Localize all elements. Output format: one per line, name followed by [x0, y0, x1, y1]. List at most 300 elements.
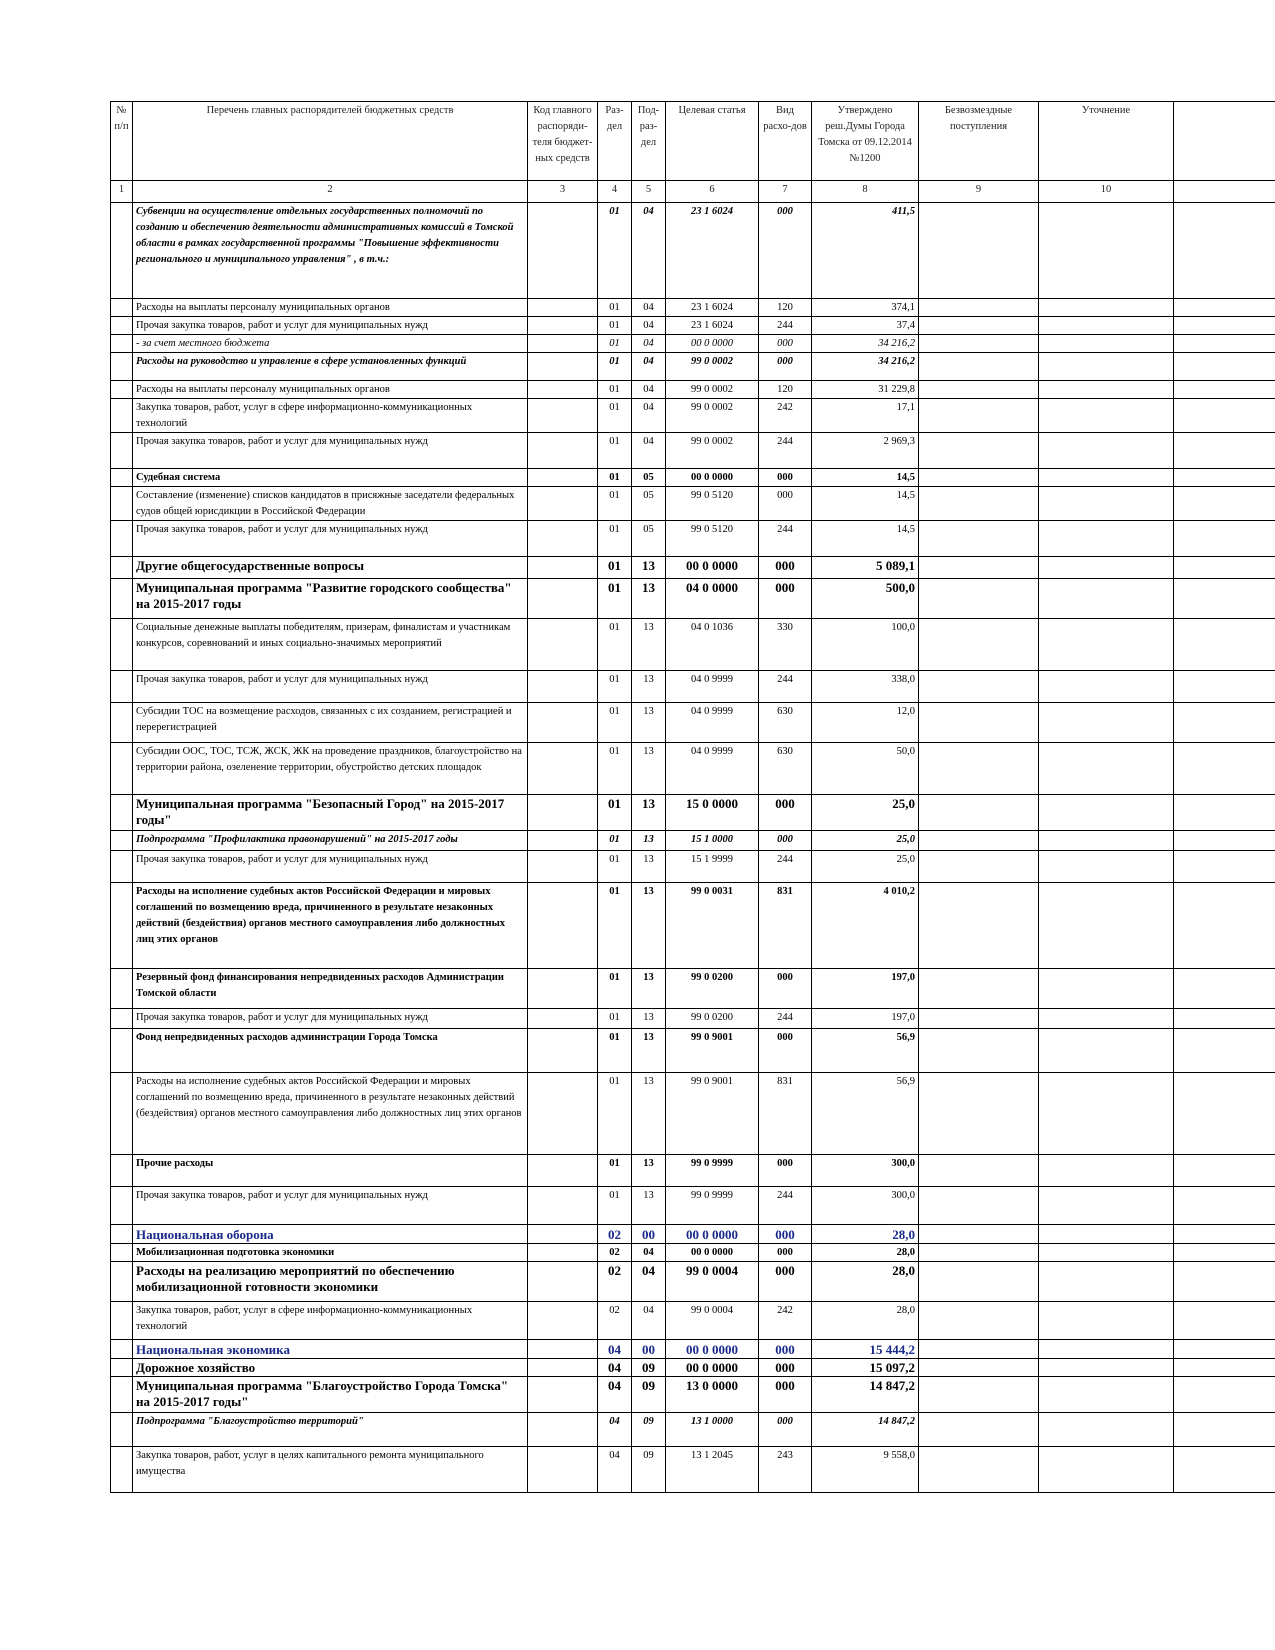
row-extra — [1174, 521, 1275, 557]
row-vid: 243 — [759, 1447, 812, 1493]
table-row — [111, 433, 1275, 469]
row-name: Расходы на руководство и управление в сфере установленных функций — [133, 353, 528, 381]
row-vid: 000 — [759, 469, 812, 487]
row-razdel: 01 — [598, 851, 632, 883]
row-vid: 000 — [759, 1359, 812, 1377]
row-razdel: 01 — [598, 743, 632, 795]
row-razdel: 04 — [598, 1447, 632, 1493]
table-row — [111, 969, 1275, 1009]
row-name: Муниципальная программа "Благоустройство Города Томска" на 2015-2017 годы" — [133, 1377, 528, 1413]
row-amount: 300,0 — [812, 1155, 919, 1187]
row-podrazdel: 00 — [632, 1340, 666, 1359]
row-target: 00 0 0000 — [666, 469, 759, 487]
row-target: 99 0 0031 — [666, 883, 759, 969]
row-name: Судебная система — [133, 469, 528, 487]
row-amount: 14,5 — [812, 469, 919, 487]
row-gratuitous — [919, 335, 1039, 353]
table-row — [111, 203, 1275, 299]
row-vid: 000 — [759, 353, 812, 381]
row-vid: 000 — [759, 1225, 812, 1244]
row-name: Закупка товаров, работ, услуг в сфере информационно-коммуникационных технологий — [133, 399, 528, 433]
row-extra — [1174, 1009, 1275, 1029]
row-podrazdel: 04 — [632, 1262, 666, 1302]
row-vid: 330 — [759, 619, 812, 671]
row-clarification — [1039, 557, 1174, 579]
row-amount: 14,5 — [812, 487, 919, 521]
row-target: 00 0 0000 — [666, 1244, 759, 1262]
row-razdel: 01 — [598, 521, 632, 557]
row-extra — [1174, 1359, 1275, 1377]
row-razdel: 04 — [598, 1413, 632, 1447]
row-gratuitous — [919, 671, 1039, 703]
row-gratuitous — [919, 831, 1039, 851]
row-amount: 338,0 — [812, 671, 919, 703]
row-extra — [1174, 203, 1275, 299]
table-row — [111, 317, 1275, 335]
row-vid: 000 — [759, 1413, 812, 1447]
row-extra — [1174, 795, 1275, 831]
column-number: 8 — [812, 181, 919, 203]
row-podrazdel: 05 — [632, 469, 666, 487]
column-number: 7 — [759, 181, 812, 203]
row-razdel: 02 — [598, 1302, 632, 1340]
row-podrazdel: 13 — [632, 1155, 666, 1187]
row-vid: 244 — [759, 521, 812, 557]
row-vid: 120 — [759, 381, 812, 399]
row-gratuitous — [919, 969, 1039, 1009]
row-name: Подпрограмма "Профилактика правонарушений" на 2015-2017 годы — [133, 831, 528, 851]
header-row — [111, 102, 1275, 181]
row-razdel: 01 — [598, 381, 632, 399]
table-row — [111, 671, 1275, 703]
row-gratuitous — [919, 521, 1039, 557]
row-gratuitous — [919, 1155, 1039, 1187]
row-razdel: 01 — [598, 433, 632, 469]
row-clarification — [1039, 299, 1174, 317]
row-gratuitous — [919, 851, 1039, 883]
row-podrazdel: 13 — [632, 671, 666, 703]
row-extra — [1174, 1244, 1275, 1262]
row-clarification — [1039, 1359, 1174, 1377]
row-name: Составление (изменение) списков кандидатов в присяжные заседатели федеральных судов общей юрисдикции в Российской Федерации — [133, 487, 528, 521]
row-number-cell — [111, 1340, 133, 1359]
row-amount: 500,0 — [812, 579, 919, 619]
row-vid: 244 — [759, 851, 812, 883]
row-name: Подпрограмма "Благоустройство территорий" — [133, 1413, 528, 1447]
row-extra — [1174, 619, 1275, 671]
row-extra — [1174, 883, 1275, 969]
row-vid: 000 — [759, 203, 812, 299]
row-amount: 25,0 — [812, 795, 919, 831]
row-podrazdel: 04 — [632, 317, 666, 335]
row-podrazdel: 04 — [632, 1302, 666, 1340]
row-vid: 244 — [759, 317, 812, 335]
row-gratuitous — [919, 883, 1039, 969]
row-extra — [1174, 353, 1275, 381]
row-extra — [1174, 743, 1275, 795]
row-target: 99 0 0004 — [666, 1262, 759, 1302]
row-admin-code — [528, 203, 598, 299]
table-row — [111, 851, 1275, 883]
row-target: 99 0 0200 — [666, 969, 759, 1009]
row-admin-code — [528, 743, 598, 795]
column-number: 10 — [1039, 181, 1174, 203]
row-admin-code — [528, 619, 598, 671]
row-amount: 15 444,2 — [812, 1340, 919, 1359]
row-razdel: 01 — [598, 469, 632, 487]
row-number-cell — [111, 1447, 133, 1493]
row-podrazdel: 09 — [632, 1413, 666, 1447]
row-podrazdel: 13 — [632, 883, 666, 969]
row-number-cell — [111, 1302, 133, 1340]
row-number-cell — [111, 1187, 133, 1225]
row-clarification — [1039, 521, 1174, 557]
row-clarification — [1039, 335, 1174, 353]
header-clarification: Уточнение — [1039, 102, 1174, 181]
row-number-cell — [111, 1155, 133, 1187]
table-row — [111, 521, 1275, 557]
row-admin-code — [528, 317, 598, 335]
row-razdel: 01 — [598, 335, 632, 353]
row-podrazdel: 13 — [632, 851, 666, 883]
row-target: 00 0 0000 — [666, 1359, 759, 1377]
row-amount: 28,0 — [812, 1262, 919, 1302]
row-number-cell — [111, 703, 133, 743]
row-admin-code — [528, 487, 598, 521]
row-razdel: 01 — [598, 353, 632, 381]
row-clarification — [1039, 317, 1174, 335]
row-vid: 000 — [759, 579, 812, 619]
row-target: 00 0 0000 — [666, 557, 759, 579]
row-target: 23 1 6024 — [666, 317, 759, 335]
row-gratuitous — [919, 1447, 1039, 1493]
row-razdel: 02 — [598, 1225, 632, 1244]
row-podrazdel: 04 — [632, 1244, 666, 1262]
row-admin-code — [528, 1413, 598, 1447]
row-gratuitous — [919, 433, 1039, 469]
row-amount: 14 847,2 — [812, 1377, 919, 1413]
row-admin-code — [528, 1447, 598, 1493]
row-razdel: 01 — [598, 831, 632, 851]
row-extra — [1174, 399, 1275, 433]
row-podrazdel: 13 — [632, 795, 666, 831]
row-name: Национальная оборона — [133, 1225, 528, 1244]
row-number-cell — [111, 557, 133, 579]
row-target: 04 0 1036 — [666, 619, 759, 671]
row-admin-code — [528, 335, 598, 353]
column-number: 5 — [632, 181, 666, 203]
row-number-cell — [111, 579, 133, 619]
budget-table — [110, 101, 1275, 1493]
row-clarification — [1039, 1262, 1174, 1302]
row-number-cell — [111, 883, 133, 969]
row-gratuitous — [919, 317, 1039, 335]
row-razdel: 01 — [598, 671, 632, 703]
header-podrazdel: Под-раз-дел — [632, 102, 666, 181]
table-row — [111, 1413, 1275, 1447]
row-amount: 4 010,2 — [812, 883, 919, 969]
row-name: Дорожное хозяйство — [133, 1359, 528, 1377]
table-row — [111, 831, 1275, 851]
row-clarification — [1039, 671, 1174, 703]
row-admin-code — [528, 969, 598, 1009]
row-vid: 120 — [759, 299, 812, 317]
row-extra — [1174, 671, 1275, 703]
table-row — [111, 1073, 1275, 1155]
row-name: Национальная экономика — [133, 1340, 528, 1359]
row-clarification — [1039, 703, 1174, 743]
row-gratuitous — [919, 1359, 1039, 1377]
header-name: Перечень главных распорядителей бюджетных средств — [133, 102, 528, 181]
row-podrazdel: 09 — [632, 1447, 666, 1493]
row-target: 99 0 0002 — [666, 381, 759, 399]
row-vid: 244 — [759, 433, 812, 469]
row-amount: 17,1 — [812, 399, 919, 433]
row-name: Мобилизационная подготовка экономики — [133, 1244, 528, 1262]
column-number: 4 — [598, 181, 632, 203]
row-extra — [1174, 851, 1275, 883]
row-razdel: 01 — [598, 1029, 632, 1073]
row-number-cell — [111, 521, 133, 557]
row-target: 04 0 0000 — [666, 579, 759, 619]
row-target: 99 0 5120 — [666, 521, 759, 557]
row-amount: 300,0 — [812, 1187, 919, 1225]
row-clarification — [1039, 203, 1174, 299]
row-vid: 831 — [759, 1073, 812, 1155]
row-extra — [1174, 1302, 1275, 1340]
row-podrazdel: 04 — [632, 299, 666, 317]
row-admin-code — [528, 557, 598, 579]
row-number-cell — [111, 1377, 133, 1413]
row-extra — [1174, 433, 1275, 469]
row-clarification — [1039, 1225, 1174, 1244]
column-number-row — [111, 181, 1275, 203]
row-razdel: 04 — [598, 1377, 632, 1413]
row-admin-code — [528, 1073, 598, 1155]
table-row — [111, 1262, 1275, 1302]
row-admin-code — [528, 1187, 598, 1225]
row-name: Расходы на исполнение судебных актов Российской Федерации и мировых соглашений по возмещению вреда, причиненного в результате незаконных действий (бездействия) органов местного самоуправления либо должностных лиц этих органов — [133, 883, 528, 969]
row-name: Субвенции на осуществление отдельных государственных полномочий по созданию и обеспечению деятельности административных комиссий в Томской области в рамках государственной программы "Повышение эффективности регионального и муниципального управления" , в т.ч.: — [133, 203, 528, 299]
row-clarification — [1039, 1302, 1174, 1340]
row-clarification — [1039, 883, 1174, 969]
table-row — [111, 1029, 1275, 1073]
row-amount: 14 847,2 — [812, 1413, 919, 1447]
row-target: 99 0 5120 — [666, 487, 759, 521]
row-gratuitous — [919, 795, 1039, 831]
row-extra — [1174, 317, 1275, 335]
row-target: 13 1 0000 — [666, 1413, 759, 1447]
header-approved: Утверждено реш.Думы Города Томска от 09.12.2014 №1200 — [812, 102, 919, 181]
row-razdel: 01 — [598, 969, 632, 1009]
row-admin-code — [528, 353, 598, 381]
row-target: 00 0 0000 — [666, 1340, 759, 1359]
header-vid: Вид расхо-дов — [759, 102, 812, 181]
row-podrazdel: 13 — [632, 557, 666, 579]
row-extra — [1174, 1187, 1275, 1225]
row-admin-code — [528, 1262, 598, 1302]
row-gratuitous — [919, 579, 1039, 619]
row-target: 99 0 0002 — [666, 433, 759, 469]
row-extra — [1174, 1413, 1275, 1447]
header-admin-code: Код главного распоряди-теля бюджет-ных средств — [528, 102, 598, 181]
header-extra — [1174, 102, 1275, 181]
row-clarification — [1039, 1009, 1174, 1029]
row-name: Прочая закупка товаров, работ и услуг для муниципальных нужд — [133, 671, 528, 703]
row-number-cell — [111, 353, 133, 381]
table-row — [111, 399, 1275, 433]
row-gratuitous — [919, 1340, 1039, 1359]
table-row — [111, 1009, 1275, 1029]
row-number-cell — [111, 1359, 133, 1377]
row-clarification — [1039, 1187, 1174, 1225]
row-target: 23 1 6024 — [666, 203, 759, 299]
row-razdel: 04 — [598, 1340, 632, 1359]
row-extra — [1174, 703, 1275, 743]
column-number-extra — [1174, 181, 1275, 203]
row-gratuitous — [919, 619, 1039, 671]
row-target: 04 0 9999 — [666, 671, 759, 703]
row-extra — [1174, 1029, 1275, 1073]
row-gratuitous — [919, 1377, 1039, 1413]
row-podrazdel: 04 — [632, 335, 666, 353]
header-number: № п/п — [111, 102, 133, 181]
row-gratuitous — [919, 1262, 1039, 1302]
row-podrazdel: 04 — [632, 381, 666, 399]
row-extra — [1174, 1340, 1275, 1359]
row-podrazdel: 13 — [632, 703, 666, 743]
row-podrazdel: 09 — [632, 1359, 666, 1377]
table-row — [111, 795, 1275, 831]
table-row — [111, 1187, 1275, 1225]
row-vid: 630 — [759, 703, 812, 743]
row-gratuitous — [919, 203, 1039, 299]
row-extra — [1174, 335, 1275, 353]
row-name: - за счет местного бюджета — [133, 335, 528, 353]
row-amount: 25,0 — [812, 831, 919, 851]
row-clarification — [1039, 1340, 1174, 1359]
row-number-cell — [111, 299, 133, 317]
table-row — [111, 619, 1275, 671]
row-number-cell — [111, 487, 133, 521]
row-target: 00 0 0000 — [666, 335, 759, 353]
row-gratuitous — [919, 1073, 1039, 1155]
row-admin-code — [528, 1244, 598, 1262]
row-clarification — [1039, 1155, 1174, 1187]
row-clarification — [1039, 1244, 1174, 1262]
table-row — [111, 1302, 1275, 1340]
row-extra — [1174, 1377, 1275, 1413]
row-clarification — [1039, 1447, 1174, 1493]
row-number-cell — [111, 469, 133, 487]
row-name: Расходы на реализацию мероприятий по обеспечению мобилизационной готовности экономики — [133, 1262, 528, 1302]
row-vid: 000 — [759, 969, 812, 1009]
row-podrazdel: 13 — [632, 1187, 666, 1225]
row-name: Социальные денежные выплаты победителям, призерам, финалистам и участникам конкурсов, соревнований и иных социально-значимых мероприятий — [133, 619, 528, 671]
row-number-cell — [111, 203, 133, 299]
row-target: 15 1 9999 — [666, 851, 759, 883]
row-podrazdel: 13 — [632, 579, 666, 619]
table-row — [111, 579, 1275, 619]
row-target: 99 0 9001 — [666, 1073, 759, 1155]
header-gratuitous: Безвозмездные поступления — [919, 102, 1039, 181]
table-row — [111, 1244, 1275, 1262]
row-vid: 000 — [759, 1029, 812, 1073]
row-name: Муниципальная программа "Развитие городского сообщества" на 2015-2017 годы — [133, 579, 528, 619]
row-number-cell — [111, 795, 133, 831]
row-clarification — [1039, 399, 1174, 433]
row-gratuitous — [919, 557, 1039, 579]
table-row — [111, 299, 1275, 317]
table-row — [111, 381, 1275, 399]
row-gratuitous — [919, 703, 1039, 743]
table-row — [111, 1447, 1275, 1493]
row-podrazdel: 04 — [632, 433, 666, 469]
row-amount: 15 097,2 — [812, 1359, 919, 1377]
row-razdel: 01 — [598, 703, 632, 743]
row-extra — [1174, 579, 1275, 619]
row-clarification — [1039, 579, 1174, 619]
row-amount: 197,0 — [812, 969, 919, 1009]
row-name: Прочая закупка товаров, работ и услуг для муниципальных нужд — [133, 1009, 528, 1029]
row-vid: 000 — [759, 1262, 812, 1302]
row-extra — [1174, 299, 1275, 317]
table-row — [111, 883, 1275, 969]
row-amount: 25,0 — [812, 851, 919, 883]
row-vid: 000 — [759, 335, 812, 353]
column-number: 6 — [666, 181, 759, 203]
row-gratuitous — [919, 1225, 1039, 1244]
row-amount: 100,0 — [812, 619, 919, 671]
row-gratuitous — [919, 1244, 1039, 1262]
row-number-cell — [111, 433, 133, 469]
row-gratuitous — [919, 381, 1039, 399]
row-number-cell — [111, 1262, 133, 1302]
row-admin-code — [528, 381, 598, 399]
row-extra — [1174, 1447, 1275, 1493]
row-extra — [1174, 969, 1275, 1009]
row-amount: 28,0 — [812, 1225, 919, 1244]
row-amount: 34 216,2 — [812, 335, 919, 353]
row-podrazdel: 13 — [632, 1073, 666, 1155]
row-vid: 244 — [759, 1187, 812, 1225]
row-podrazdel: 13 — [632, 743, 666, 795]
row-name: Фонд непредвиденных расходов администрации Города Томска — [133, 1029, 528, 1073]
row-amount: 56,9 — [812, 1073, 919, 1155]
row-admin-code — [528, 1302, 598, 1340]
row-gratuitous — [919, 299, 1039, 317]
row-number-cell — [111, 969, 133, 1009]
row-razdel: 01 — [598, 1009, 632, 1029]
row-amount: 5 089,1 — [812, 557, 919, 579]
row-vid: 000 — [759, 557, 812, 579]
row-target: 15 0 0000 — [666, 795, 759, 831]
row-gratuitous — [919, 399, 1039, 433]
row-number-cell — [111, 381, 133, 399]
budget-sheet — [110, 101, 1275, 1493]
row-target: 99 0 9999 — [666, 1187, 759, 1225]
row-gratuitous — [919, 1413, 1039, 1447]
row-name: Прочая закупка товаров, работ и услуг для муниципальных нужд — [133, 433, 528, 469]
table-row — [111, 469, 1275, 487]
row-name: Расходы на выплаты персоналу муниципальных органов — [133, 299, 528, 317]
row-razdel: 01 — [598, 1073, 632, 1155]
table-row — [111, 557, 1275, 579]
row-number-cell — [111, 619, 133, 671]
row-admin-code — [528, 883, 598, 969]
row-gratuitous — [919, 1187, 1039, 1225]
row-amount: 56,9 — [812, 1029, 919, 1073]
